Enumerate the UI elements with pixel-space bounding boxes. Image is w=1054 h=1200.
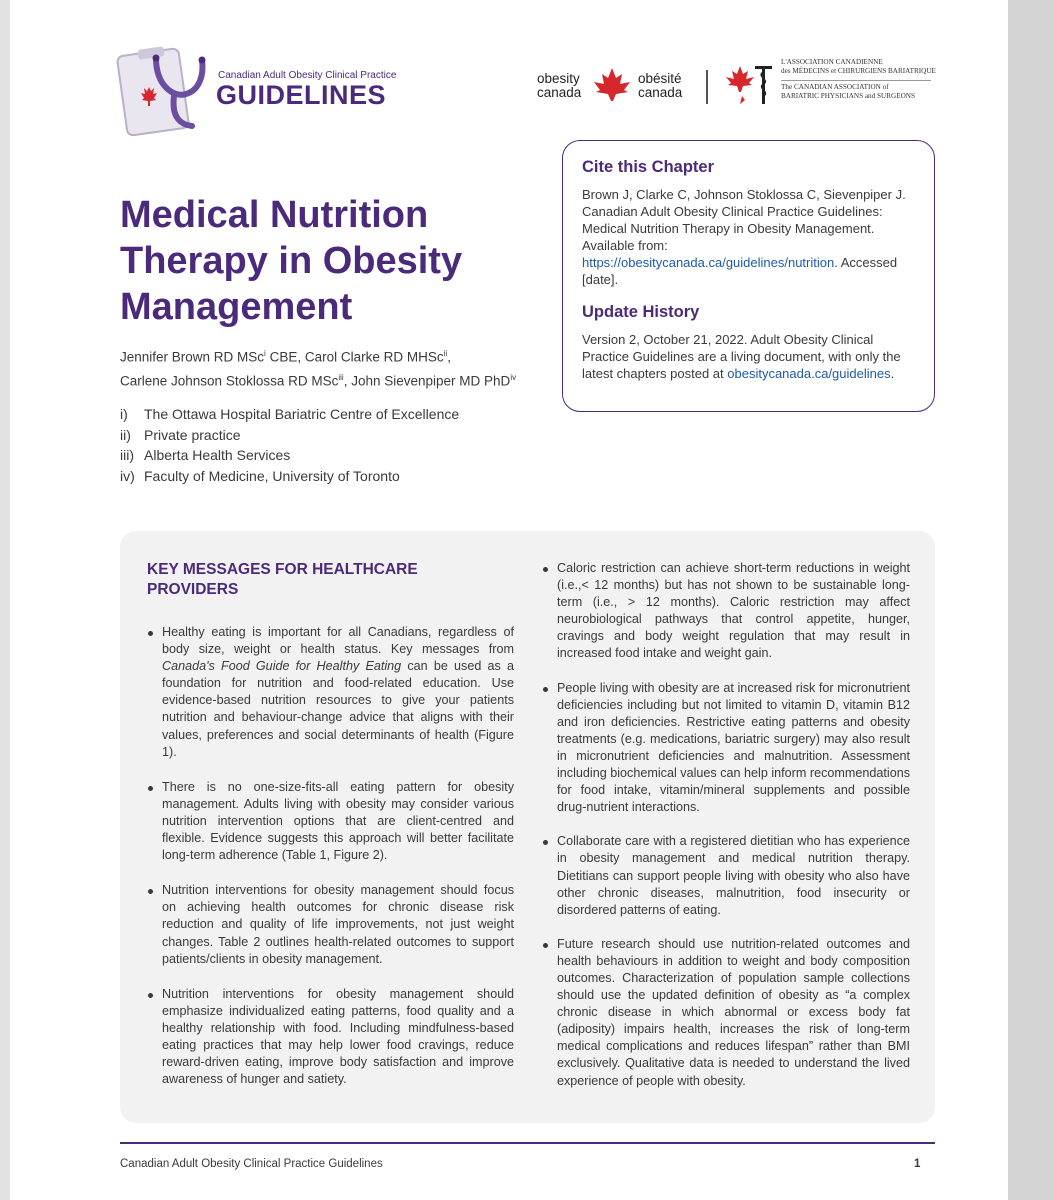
guidelines-logo <box>116 46 406 138</box>
key-message-item: Collaborate care with a registered dietitian who has experience in obesity management and medical nutrition therapy. Dietitians can support people living with obesity who also have other chronic diseases, malnutrition, food insecurity or disordered patterns of eating. <box>542 833 910 918</box>
clipboard-stethoscope-icon <box>116 46 216 138</box>
cite-text: Brown J, Clarke C, Johnson Stoklossa C, Sievenpiper J. Canadian Adult Obesity Clinical Practice Guidelines: Medical Nutrition Therapy in Obesity Management. Available from: https://obesitycanada.ca/guidelines/nutrition. Accessed [date]. <box>582 187 906 287</box>
key-messages-right-column <box>542 560 910 1090</box>
page-edge-left <box>0 0 10 1200</box>
maple-leaf-icon <box>590 66 634 102</box>
author-list: Jennifer Brown RD MSc$^i$ CBE, Carol Clarke RD MHSc$^{ii}$, Carlene Johnson Stoklossa RD MSc$^{iii}$, John Sievenpiper MD PhD$^{iv}$ <box>120 349 517 388</box>
key-messages-heading: KEY MESSAGES FOR HEALTHCARE PROVIDERS <box>147 561 418 598</box>
key-message-item: Healthy eating is important for all Canadians, regardless of body size, weight or health status. Key messages from Canada's Food Guide for Healthy Eating can be used as a foundation for nutrition and food-related education. Use evidence-based nutrition resources to give your patients nutrition and behaviour-change advice that aligns with their values, preferences and social determinants of health (Figure 1). <box>147 624 514 761</box>
cabps-english-name: The CANADIAN ASSOCIATION of BARIATRIC PHYSICIANS and SURGEONS <box>781 83 915 100</box>
guidelines-wordmark: GUIDELINES <box>216 80 387 110</box>
cabps-rule <box>781 80 931 81</box>
key-messages-panel <box>120 531 935 1123</box>
key-message-item: Nutrition interventions for obesity management should focus on achieving health outcomes for chronic disease risk reduction and quality of life improvements, not just weight changes. Table 2 outlines health-related outcomes to support patients/clients in obesity management. <box>147 882 514 967</box>
key-message-item: There is no one-size-fits-all eating pattern for obesity management. Adults living with obesity may consider various nutrition intervention options that are client-centred and flexible. Evidence suggests this approach will better facilitate long-term adherence (Table 1, Figure 2). <box>147 779 514 864</box>
key-message-item: Nutrition interventions for obesity management should emphasize individualized eating patterns, food quality and a healthy relationship with food. Including mindfulness-based eating practices that may help lower food cravings, reduce reward-driven eating, improve body satisfaction and improve awareness of hunger and satiety. <box>147 986 514 1089</box>
obesity-canada-logo <box>537 66 687 108</box>
affiliation-item: iii) Alberta Health Services <box>120 447 291 463</box>
cite-chapter-box <box>562 140 935 412</box>
cite-link[interactable]: https://obesitycanada.ca/guidelines/nutrition <box>582 255 835 270</box>
guidelines-link[interactable]: obesitycanada.ca/guidelines <box>727 366 891 381</box>
obesity-canada-en: obesity canada <box>537 71 582 100</box>
cabps-logo <box>724 58 936 108</box>
affiliation-list <box>120 404 540 486</box>
key-messages-left-column <box>147 624 514 1088</box>
key-message-item: Future research should use nutrition-related outcomes and health behaviours in addition to weight and body composition outcomes. Characterization of population sample collections should use the updated definition of obesity as “a complex chronic disease in which abnormal or excess body fat (adiposity) impairs health, increases the risk of long-term medical complications and reduces lifespan” rather than BMI exclusively. Qualitative data is needed to understand the lived experience of people with obesity. <box>542 936 910 1090</box>
cabps-french-name: L'ASSOCIATION CANADIENNE des MÉDECINS et CHIRURGIENS BARIATRIQUE <box>781 58 936 75</box>
update-history-text: Version 2, October 21, 2022. Adult Obesity Clinical Practice Guidelines are a living document, with only the latest chapters posted at obesitycanada.ca/guidelines. <box>582 332 901 381</box>
affiliation-item: ii) Private practice <box>120 426 241 443</box>
obesity-canada-fr: obésité canada <box>638 71 683 100</box>
key-message-item: Caloric restriction can achieve short-term reductions in weight (i.e.,< 12 months) but has not shown to be sustainable long-term (i.e., > 12 months). Caloric restriction may affect neurobiological pathways that control appetite, hunger, cravings and body weight regulation that may result in increased food intake and weight gain. <box>542 560 910 663</box>
footer-text: Canadian Adult Obesity Clinical Practice Guidelines <box>120 1158 383 1170</box>
logo-divider <box>706 70 708 104</box>
key-message-item: People living with obesity are at increased risk for micronutrient deficiencies including but not limited to vitamin D, vitamin B12 and iron deficiencies. Restrictive eating patterns and obesity treatments (e.g. medications, bariatric surgery) may also result in micronutrient deficiencies and malnutrition. Assessment including biochemical values can help inform recommendations for food intake, vitamin/mineral supplements and possible drug-nutrient interactions. <box>542 680 910 817</box>
page-title: Medical Nutrition Therapy in Obesity Management <box>120 194 463 328</box>
cabps-leaf-staff-icon <box>724 62 778 106</box>
guidelines-tagline: Canadian Adult Obesity Clinical Practice <box>218 70 397 81</box>
affiliation-item: i) The Ottawa Hospital Bariatric Centre of Excellence <box>120 406 460 422</box>
update-history-heading: Update History <box>582 303 700 321</box>
page-number: 1 <box>914 1158 921 1170</box>
footer-rule <box>120 1142 935 1144</box>
page-edge-right <box>1008 0 1054 1200</box>
affiliation-item: iv) Faculty of Medicine, University of Toronto <box>120 467 400 484</box>
cite-heading: Cite this Chapter <box>582 158 715 176</box>
